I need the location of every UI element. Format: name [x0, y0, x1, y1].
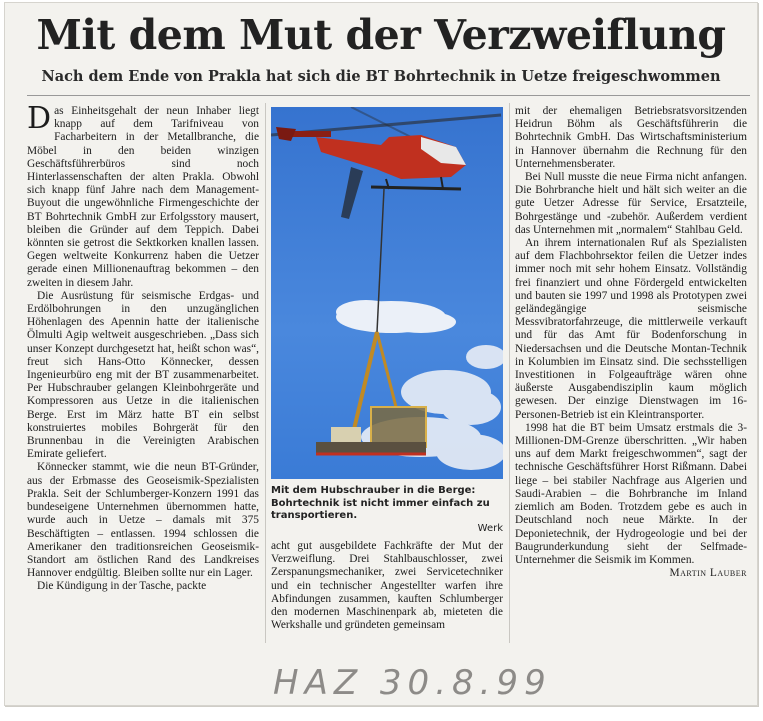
paragraph-9: 1998 hat die BT beim Umsatz erstmals die 3-Millionen-DM-Grenze überschritten. „Wir haben uns auf dem Markt freigeschwommen“, sagt der technische Geschäftsführer Horst Rißmann. Dabei liege – bei stabiler Nachfrage aus Algerien und Saudi-Arabien – die Bohrbranche im Inland ziemlich am Boden. Trotzdem gebe es auch in Deutschland noch neue Märkte. In der Deponietechnik, der Hydrogeologie und bei der Baugrunderkundung sieht der Selfmade-Unternehmer die Seismik im Kommen. Martin Lauber: [515, 421, 747, 580]
handwritten-date-note: HAZ 30.8.99: [273, 663, 552, 703]
column-2: [271, 540, 503, 632]
helicopter-illustration: [271, 107, 503, 479]
paragraph-6: mit der ehemaligen Betriebsratsvorsitzenden Heidrun Böhm als Geschäftsführerin die Bohrtechnik GmbH. Das Wirtschaftsministerium in Hannover übernahm die Rechnung für den Unternehmensberater.: [515, 105, 747, 170]
paragraph-2: Die Ausrüstung für seismische Erdgas- und Erdölbohrungen in den unzugänglichen Höhenlagen des Apennin hatte der italienische Ölmulti Agip weltweit ausgeschrieben. „Dass sich unser Konzept durchgesetzt hat, heißt schon was“, freut sich Hans-Otto Könnecker, dessen Ingenieurbüro eng mit der BT zusammenarbeitet. Per Hubschrauber gelangen Kleinbohrgeräte und Kompressoren aus Uetze in die italienischen Berge. Erst im März hatte BT ein selbst konstruiertes mobiles Bohrgerät für den Brunnenbau in die Vereinigten Arabischen Emirate geliefert.: [27, 289, 259, 461]
subheadline: Nach dem Ende von Prakla hat sich die BT Bohrtechnik in Uetze freigeschwommen: [41, 68, 721, 85]
paragraph-3: Könnecker stammt, wie die neun BT-Gründer, aus der Erbmasse des Geoseismik-Spezialisten Prakla. Seit der Schlumberger-Konzern 1991 das bundeseigene Unternehmen übernommen hatte, wurde auch in Uetze – damals mit 375 Beschäftigten – entlassen. 1994 schlossen die Amerikaner den traditionsreichen Geoseismik-Standort am östlichen Rand des Landkreises Hannover endgültig. Bleiben sollte nur ein Lager.: [27, 461, 259, 580]
headline: Mit dem Mut der Verzweiflung: [36, 11, 726, 59]
column-divider: [265, 103, 266, 643]
header-rule: [27, 95, 750, 96]
helicopter-photo: [271, 107, 503, 479]
column-3: [515, 105, 747, 580]
photo-credit: Werk: [477, 522, 503, 534]
newspaper-clipping: [4, 2, 758, 706]
paragraph-8: An ihrem internationalen Ruf als Spezialisten auf dem Flachbohrsektor feilen die Uetzer indes immer noch mit sehr hohem Einsatz. Vollständig frei finanziert und ohne Fördergeld entwickelten und bauten sie 1997 und 1998 als Prototypen zwei geländegängige seismische Messvibratorfahrzeuge, die mittlerweile verkauft und für das Amt für Bodenforschung in Niedersachsen und die Deutsche Montan-Technik in Kolumbien im Einsatz sind. Die sechsstelligen Investitionen in Folgeaufträge wären ohne äußerste Ausgabendisziplin kaum möglich gewesen. Der einzige Dienstwagen im 16-Personen-Betrieb ist ein Kleintransporter.: [515, 237, 747, 421]
paragraph-7: Bei Null musste die neue Firma nicht anfangen. Die Bohrbranche hielt und hält sich weiter an die gute Uetzer Adresse für Service, Ersatzteile, Bohrgestänge und -zubehör. Außerdem verdient das Unternehmen mit „normalem“ Stahlbau Geld.: [515, 171, 747, 236]
column-divider: [509, 103, 510, 643]
paragraph-4: Die Kündigung in der Tasche, packte: [37, 580, 207, 593]
dropcap: D: [27, 101, 52, 136]
paragraph-1: Das Einheitsgehalt der neun Inhaber liegt knapp auf dem Tarifniveau von Facharbeitern in der Metallbranche, die Möbel in den beiden winzigen Geschäftsführerbüros sind noch Hinterlassenschaften der alten Prakla. Obwohl sich knapp fünf Jahre nach dem Management-Buyout die ungewöhnliche Firmengeschichte der BT Bohrtechnik GmbH zur Erfolgsstory mausert, bleiben die Gründer auf dem Teppich. Dabei könnten sie getrost die Sektkorken knallen lassen. Gegen weltweite Konkurrenz haben die Uetzer gerade einen Millionenauftrag bekommen – den zweiten in diesem Jahr.: [27, 101, 259, 289]
paragraph-5: acht gut ausgebildete Fachkräfte der Mut der Verzweiflung. Drei Stahlbauschlosser, zwei Zerspanungsmechaniker, zwei Servicetechniker und ein technischer Angestellter warfen ihre Abfindungen zusammen, kauften Schlumberger den modernen Maschinenpark ab, mieteten die Werkshalle und gründeten gemeinsam: [271, 540, 503, 632]
column-1: [27, 101, 259, 594]
photo-caption: Mit dem Hubschrauber in die Berge: Bohrtechnik ist nicht immer einfach zu transportieren. Werk: [271, 485, 503, 534]
author-byline: Martin Lauber: [669, 567, 747, 580]
